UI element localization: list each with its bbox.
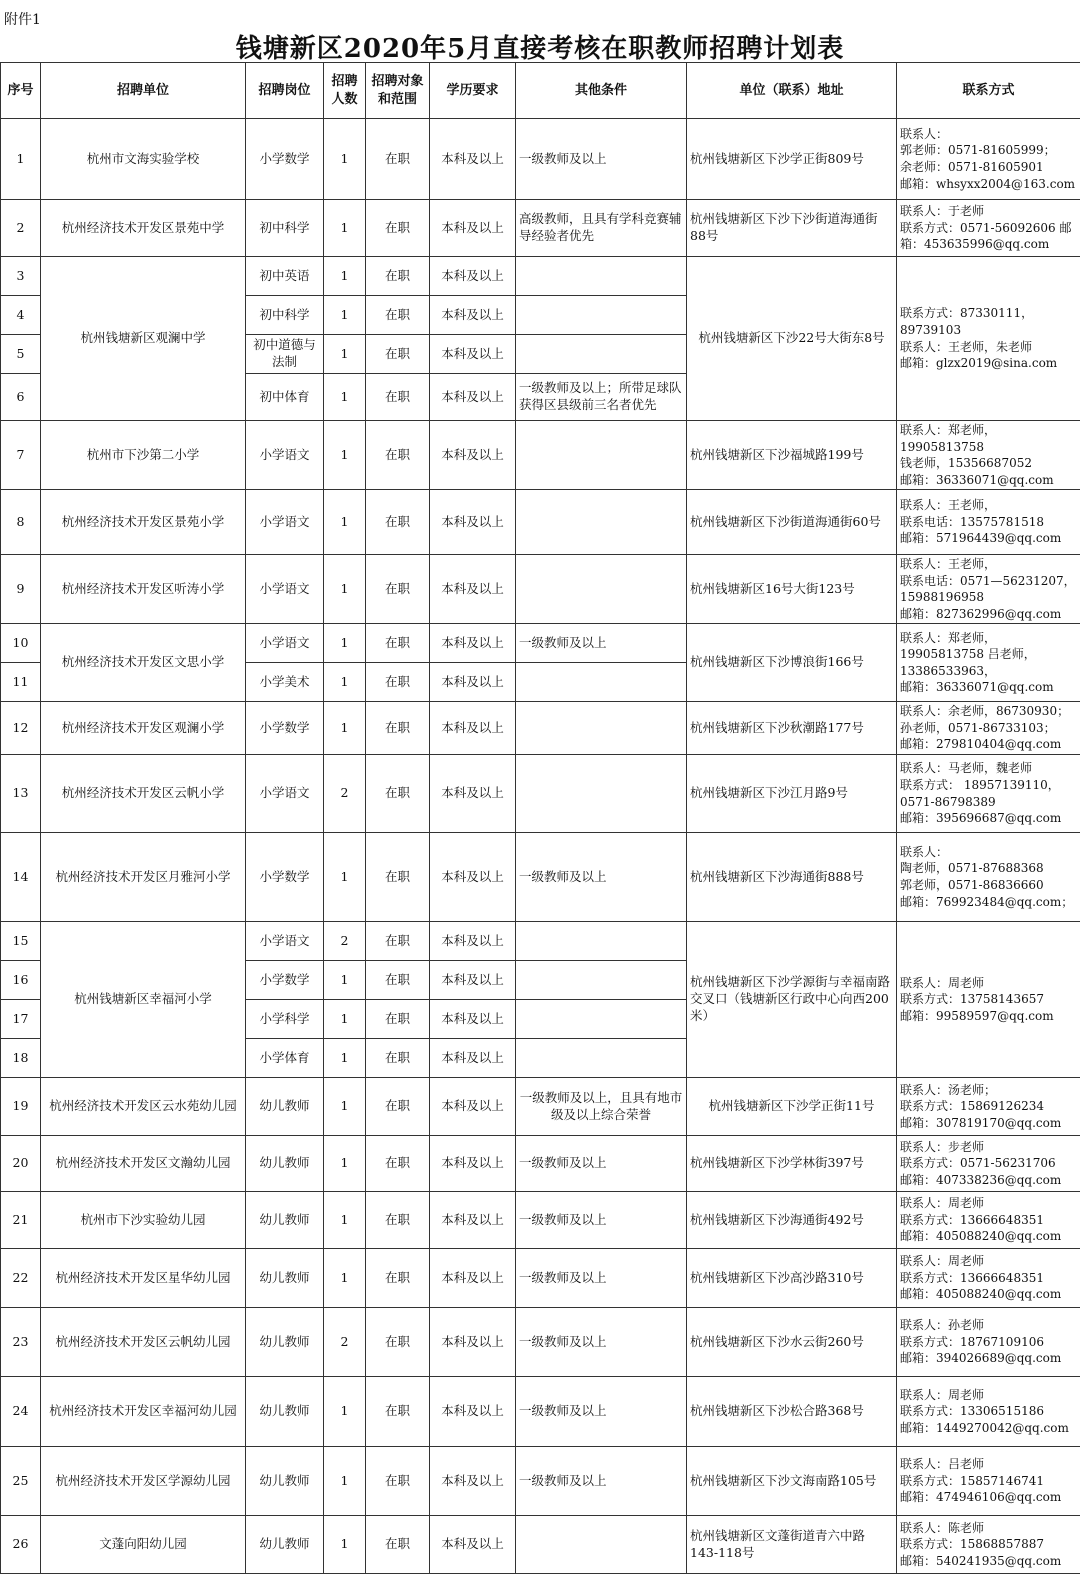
cell-no: 5 [1,335,41,374]
cell-post: 小学数学 [246,119,324,200]
cell-scope: 在职 [366,374,430,421]
cell-post: 小学语文 [246,555,324,624]
cell-count: 1 [324,1192,366,1249]
cell-post: 幼儿教师 [246,1136,324,1192]
cell-post: 初中科学 [246,200,324,257]
cell-scope: 在职 [366,257,430,296]
cell-education: 本科及以上 [430,663,516,702]
cell-contact: 联系人： 郭老师：0571-81605999； 余老师：0571-81605901 邮箱：whsyxx2004@163.com [897,119,1080,200]
cell-post: 幼儿教师 [246,1078,324,1136]
cell-no: 26 [1,1516,41,1574]
cell-post: 小学体育 [246,1039,324,1078]
header-address: 单位（联系）地址 [687,63,897,119]
cell-address: 杭州钱塘新区下沙学正街11号 [687,1078,897,1136]
cell-count: 1 [324,1377,366,1447]
cell-other: 一级教师及以上 [516,1447,687,1516]
cell-education: 本科及以上 [430,1136,516,1192]
cell-no: 8 [1,490,41,555]
cell-post: 小学语文 [246,922,324,961]
cell-education: 本科及以上 [430,374,516,421]
cell-education: 本科及以上 [430,833,516,922]
table-row [1,833,1080,922]
cell-unit: 杭州经济技术开发区文思小学 [41,624,246,702]
cell-address: 杭州钱塘新区下沙水云街260号 [687,1308,897,1377]
cell-no: 23 [1,1308,41,1377]
table-row [1,257,1080,296]
cell-other [516,702,687,755]
cell-count: 2 [324,1308,366,1377]
cell-unit: 杭州经济技术开发区月雅河小学 [41,833,246,922]
cell-education: 本科及以上 [430,961,516,1000]
cell-scope: 在职 [366,490,430,555]
cell-other: 一级教师及以上 [516,119,687,200]
cell-post: 幼儿教师 [246,1249,324,1308]
cell-education: 本科及以上 [430,922,516,961]
cell-post: 小学美术 [246,663,324,702]
table-row [1,490,1080,555]
cell-unit: 杭州经济技术开发区听涛小学 [41,555,246,624]
table-row [1,1308,1080,1377]
cell-no: 25 [1,1447,41,1516]
header-other: 其他条件 [516,63,687,119]
cell-unit: 杭州市文海实验学校 [41,119,246,200]
cell-scope: 在职 [366,663,430,702]
table-row [1,1249,1080,1308]
cell-no: 13 [1,755,41,833]
cell-other: 一级教师及以上 [516,833,687,922]
cell-education: 本科及以上 [430,1447,516,1516]
cell-count: 1 [324,624,366,663]
cell-no: 16 [1,961,41,1000]
cell-address: 杭州钱塘新区下沙松合路368号 [687,1377,897,1447]
cell-no: 20 [1,1136,41,1192]
cell-education: 本科及以上 [430,755,516,833]
cell-education: 本科及以上 [430,1516,516,1574]
table-row [1,555,1080,624]
cell-scope: 在职 [366,1377,430,1447]
cell-contact: 联系人：余老师，86730930； 孙老师，0571-86733103； 邮箱：279810404@qq.com [897,702,1080,755]
cell-scope: 在职 [366,624,430,663]
cell-count: 1 [324,1447,366,1516]
cell-education: 本科及以上 [430,1000,516,1039]
cell-unit: 杭州经济技术开发区观澜小学 [41,702,246,755]
cell-scope: 在职 [366,1039,430,1078]
cell-count: 1 [324,702,366,755]
cell-other: 一级教师及以上 [516,1192,687,1249]
cell-count: 1 [324,961,366,1000]
cell-other [516,421,687,490]
cell-education: 本科及以上 [430,1192,516,1249]
cell-scope: 在职 [366,1516,430,1574]
cell-scope: 在职 [366,119,430,200]
cell-address: 杭州钱塘新区下沙学正街809号 [687,119,897,200]
cell-count: 1 [324,374,366,421]
cell-address: 杭州钱塘新区16号大街123号 [687,555,897,624]
cell-unit: 杭州经济技术开发区景苑小学 [41,490,246,555]
cell-scope: 在职 [366,1249,430,1308]
table-row [1,755,1080,833]
cell-post: 幼儿教师 [246,1308,324,1377]
cell-count: 1 [324,200,366,257]
header-scope: 招聘对象和范围 [366,63,430,119]
table-row [1,702,1080,755]
header-post: 招聘岗位 [246,63,324,119]
cell-no: 1 [1,119,41,200]
cell-no: 11 [1,663,41,702]
header-contact: 联系方式 [897,63,1080,119]
cell-education: 本科及以上 [430,335,516,374]
table-row [1,200,1080,257]
cell-contact: 联系人：周老师 联系方式：13666648351 邮箱：405088240@qq.com [897,1192,1080,1249]
cell-other [516,257,687,296]
cell-address: 杭州钱塘新区下沙学林街397号 [687,1136,897,1192]
header-unit: 招聘单位 [41,63,246,119]
cell-post: 小学数学 [246,702,324,755]
cell-unit: 杭州市下沙实验幼儿园 [41,1192,246,1249]
cell-unit: 杭州钱塘新区观澜中学 [41,257,246,421]
cell-unit: 杭州经济技术开发区云帆幼儿园 [41,1308,246,1377]
cell-post: 小学语文 [246,421,324,490]
cell-education: 本科及以上 [430,421,516,490]
cell-unit: 杭州经济技术开发区景苑中学 [41,200,246,257]
cell-post: 幼儿教师 [246,1192,324,1249]
cell-no: 14 [1,833,41,922]
cell-scope: 在职 [366,1447,430,1516]
cell-address: 杭州钱塘新区下沙秋潮路177号 [687,702,897,755]
cell-count: 1 [324,335,366,374]
cell-contact: 联系人：周老师 联系方式：13666648351 邮箱：405088240@qq.com [897,1249,1080,1308]
cell-scope: 在职 [366,961,430,1000]
cell-other: 一级教师及以上；所带足球队获得区县级前三名者优先 [516,374,687,421]
cell-address: 杭州钱塘新区下沙下沙街道海通街88号 [687,200,897,257]
cell-count: 1 [324,1039,366,1078]
cell-other [516,296,687,335]
cell-other [516,1516,687,1574]
cell-count: 1 [324,1516,366,1574]
table-row [1,624,1080,663]
cell-address: 杭州钱塘新区下沙江月路9号 [687,755,897,833]
cell-post: 幼儿教师 [246,1516,324,1574]
cell-count: 1 [324,663,366,702]
header-no: 序号 [1,63,41,119]
cell-no: 22 [1,1249,41,1308]
cell-address: 杭州钱塘新区下沙福城路199号 [687,421,897,490]
table-row [1,1516,1080,1574]
cell-no: 4 [1,296,41,335]
cell-scope: 在职 [366,421,430,490]
cell-scope: 在职 [366,702,430,755]
cell-scope: 在职 [366,1308,430,1377]
cell-other: 一级教师及以上 [516,1136,687,1192]
cell-other: 一级教师及以上 [516,1377,687,1447]
cell-education: 本科及以上 [430,119,516,200]
cell-count: 1 [324,257,366,296]
cell-count: 1 [324,1249,366,1308]
cell-no: 9 [1,555,41,624]
cell-unit: 杭州经济技术开发区文瀚幼儿园 [41,1136,246,1192]
cell-education: 本科及以上 [430,200,516,257]
cell-scope: 在职 [366,296,430,335]
recruitment-table [0,62,1080,1574]
cell-no: 17 [1,1000,41,1039]
cell-unit: 文蓬向阳幼儿园 [41,1516,246,1574]
cell-address: 杭州钱塘新区下沙22号大街东8号 [687,257,897,421]
cell-scope: 在职 [366,1000,430,1039]
table-row [1,1136,1080,1192]
cell-scope: 在职 [366,755,430,833]
cell-other [516,922,687,961]
cell-contact: 联系人：马老师，魏老师 联系方式： 18957139110， 0571-86798389 邮箱：395696687@qq.com [897,755,1080,833]
cell-count: 1 [324,119,366,200]
cell-contact: 联系人：王老师， 联系电话：13575781518 邮箱：571964439@qq.com [897,490,1080,555]
cell-other [516,663,687,702]
cell-other [516,490,687,555]
cell-education: 本科及以上 [430,296,516,335]
cell-scope: 在职 [366,1192,430,1249]
cell-contact: 联系人：吕老师 联系方式：15857146741 邮箱：474946106@qq.com [897,1447,1080,1516]
cell-post: 幼儿教师 [246,1377,324,1447]
header-count: 招聘人数 [324,63,366,119]
cell-count: 1 [324,1136,366,1192]
page-title: 钱塘新区2020年5月直接考核在职教师招聘计划表 [0,28,1080,65]
cell-scope: 在职 [366,200,430,257]
cell-post: 小学语文 [246,624,324,663]
cell-post: 初中科学 [246,296,324,335]
cell-other: 一级教师及以上 [516,1249,687,1308]
cell-unit: 杭州经济技术开发区云水苑幼儿园 [41,1078,246,1136]
cell-contact: 联系人：郑老师， 19905813758 钱老师，15356687052 邮箱：36336071@qq.com [897,421,1080,490]
cell-education: 本科及以上 [430,1308,516,1377]
table-row [1,1078,1080,1136]
cell-address: 杭州钱塘新区下沙海通街888号 [687,833,897,922]
cell-other: 一级教师及以上 [516,624,687,663]
cell-education: 本科及以上 [430,490,516,555]
cell-contact: 联系人：汤老师； 联系方式：15869126234 邮箱：307819170@qq.com [897,1078,1080,1136]
cell-no: 21 [1,1192,41,1249]
cell-contact: 联系人：步老师 联系方式：0571-56231706 邮箱：407338236@qq.com [897,1136,1080,1192]
cell-other [516,755,687,833]
cell-education: 本科及以上 [430,702,516,755]
cell-other: 一级教师及以上 [516,1308,687,1377]
cell-post: 小学数学 [246,833,324,922]
cell-education: 本科及以上 [430,257,516,296]
cell-unit: 杭州经济技术开发区云帆小学 [41,755,246,833]
attachment-label: 附件1 [4,9,41,29]
cell-other [516,961,687,1000]
cell-no: 15 [1,922,41,961]
cell-post: 小学语文 [246,490,324,555]
cell-unit: 杭州经济技术开发区学源幼儿园 [41,1447,246,1516]
cell-no: 10 [1,624,41,663]
cell-address: 杭州钱塘新区下沙街道海通街60号 [687,490,897,555]
cell-count: 1 [324,421,366,490]
cell-post: 小学数学 [246,961,324,1000]
cell-contact: 联系人：郑老师， 19905813758 吕老师， 13386533963， 邮箱：36336071@qq.com [897,624,1080,702]
cell-other [516,1039,687,1078]
cell-count: 2 [324,755,366,833]
cell-unit: 杭州经济技术开发区幸福河幼儿园 [41,1377,246,1447]
cell-count: 1 [324,833,366,922]
cell-contact: 联系人：于老师 联系方式：0571-56092606 邮箱：453635996@qq.com [897,200,1080,257]
cell-no: 7 [1,421,41,490]
cell-no: 19 [1,1078,41,1136]
cell-post: 初中英语 [246,257,324,296]
cell-no: 18 [1,1039,41,1078]
cell-post: 小学语文 [246,755,324,833]
cell-no: 12 [1,702,41,755]
cell-education: 本科及以上 [430,624,516,663]
header-education: 学历要求 [430,63,516,119]
table-row [1,922,1080,961]
cell-other [516,555,687,624]
cell-contact: 联系人：周老师 联系方式：13758143657 邮箱：99589597@qq.com [897,922,1080,1078]
cell-address: 杭州钱塘新区下沙博浪街166号 [687,624,897,702]
header-row [1,63,1080,119]
table-row [1,119,1080,200]
cell-contact: 联系人：孙老师 联系方式：18767109106 邮箱：394026689@qq.com [897,1308,1080,1377]
cell-scope: 在职 [366,833,430,922]
cell-scope: 在职 [366,922,430,961]
cell-other: 高级教师，且具有学科竞赛辅导经验者优先 [516,200,687,257]
cell-count: 1 [324,555,366,624]
cell-address: 杭州钱塘新区下沙高沙路310号 [687,1249,897,1308]
cell-unit: 杭州经济技术开发区星华幼儿园 [41,1249,246,1308]
cell-count: 1 [324,1078,366,1136]
cell-address: 杭州钱塘新区下沙学源街与幸福南路交叉口（钱塘新区行政中心向西200米） [687,922,897,1078]
cell-other: 一级教师及以上，且具有地市级及以上综合荣誉 [516,1078,687,1136]
cell-education: 本科及以上 [430,1039,516,1078]
cell-count: 2 [324,922,366,961]
cell-post: 幼儿教师 [246,1447,324,1516]
cell-scope: 在职 [366,555,430,624]
table-row [1,1377,1080,1447]
cell-education: 本科及以上 [430,555,516,624]
cell-post: 小学科学 [246,1000,324,1039]
cell-unit: 杭州市下沙第二小学 [41,421,246,490]
cell-post: 初中道德与法制 [246,335,324,374]
cell-scope: 在职 [366,1078,430,1136]
cell-no: 3 [1,257,41,296]
cell-education: 本科及以上 [430,1078,516,1136]
cell-scope: 在职 [366,1136,430,1192]
cell-address: 杭州钱塘新区下沙海通街492号 [687,1192,897,1249]
cell-count: 1 [324,296,366,335]
table-row [1,1192,1080,1249]
cell-no: 6 [1,374,41,421]
cell-no: 24 [1,1377,41,1447]
table-row [1,1447,1080,1516]
cell-count: 1 [324,490,366,555]
cell-education: 本科及以上 [430,1249,516,1308]
cell-contact: 联系人：周老师 联系方式：13306515186 邮箱：1449270042@qq.com [897,1377,1080,1447]
cell-other [516,335,687,374]
cell-address: 杭州钱塘新区文蓬街道青六中路143-118号 [687,1516,897,1574]
cell-no: 2 [1,200,41,257]
cell-other [516,1000,687,1039]
cell-scope: 在职 [366,335,430,374]
cell-contact: 联系人：王老师， 联系电话：0571—56231207， 15988196958 邮箱：827362996@qq.com [897,555,1080,624]
cell-unit: 杭州钱塘新区幸福河小学 [41,922,246,1078]
cell-education: 本科及以上 [430,1377,516,1447]
cell-contact: 联系方式：87330111， 89739103 联系人：王老师，朱老师 邮箱：glzx2019@sina.com [897,257,1080,421]
cell-contact: 联系人： 陶老师，0571-87688368 郭老师，0571-86836660 邮箱：769923484@qq.com； [897,833,1080,922]
table-row [1,421,1080,490]
cell-count: 1 [324,1000,366,1039]
cell-contact: 联系人：陈老师 联系方式：15868857887 邮箱：540241935@qq.com [897,1516,1080,1574]
cell-address: 杭州钱塘新区下沙文海南路105号 [687,1447,897,1516]
cell-post: 初中体育 [246,374,324,421]
